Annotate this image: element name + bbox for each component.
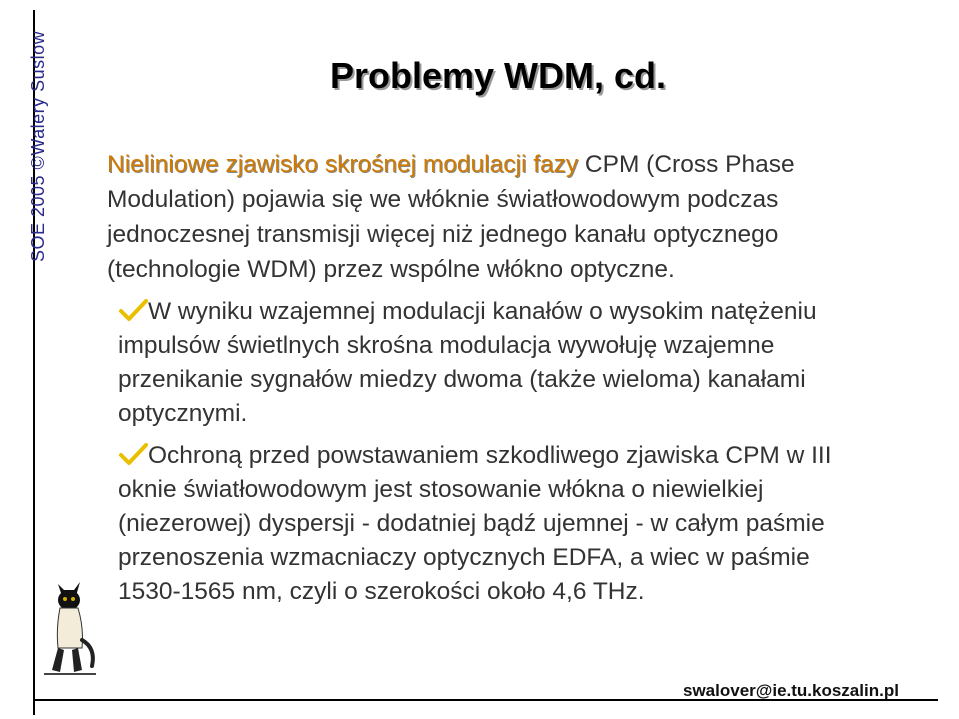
- bullet-1-line-1: W wyniku wzajemnej modulacji kanałów o wysokim natężeniu: [148, 298, 817, 325]
- intro-line-3: jednoczesnej transmisji więcej niż jednego kanału optycznego: [107, 221, 779, 248]
- intro-line-2: Modulation) pojawia się we włóknie światłowodowym podczas: [107, 186, 779, 213]
- bullet-1-line-4: optycznymi.: [118, 400, 248, 427]
- intro-highlight: Nieliniowe zjawisko skrośnej modulacji fazy: [107, 151, 579, 178]
- checkmark-icon: [118, 443, 148, 465]
- sidebar-copyright: [2, 30, 48, 262]
- bullet-2-line-1: Ochroną przed powstawaniem szkodliwego zjawiska CPM w III: [148, 442, 832, 469]
- intro-line-4: (technologie WDM) przez wspólne włókno optyczne.: [107, 256, 675, 283]
- bullet-2-line-5: 1530-1565 nm, czyli o szerokości około 4,6 THz.: [118, 578, 645, 605]
- intro-paragraph: [107, 147, 842, 287]
- bullet-2-line-3: (niezerowej) dyspersji - dodatniej bądź ujemnej - w całym paśmie: [118, 510, 825, 537]
- footer-email: swalover@ie.tu.koszalin.pl: [683, 681, 899, 700]
- bullet-item-1: [118, 295, 898, 431]
- page-title: Problemy WDM, cd.: [330, 55, 667, 96]
- intro-line-1: CPM (Cross Phase: [578, 151, 795, 178]
- checkmark-icon: [118, 299, 148, 321]
- cat-icon: [38, 578, 100, 678]
- sidebar-copyright-text: SOE 2005 ©Walery Suslow: [28, 30, 48, 262]
- bullet-1-line-2: impulsów świetlnych skrośna modulacja wywołuję wzajemne: [118, 332, 775, 359]
- bullet-1-line-3: przenikanie sygnałów miedzy dwoma (także wieloma) kanałami: [118, 366, 806, 393]
- bullet-2-line-4: przenoszenia wzmacniaczy optycznych EDFA, a wiec w paśmie: [118, 544, 810, 571]
- bullet-item-2: [118, 439, 898, 609]
- bullet-2-line-2: oknie światłowodowym jest stosowanie włókna o niewielkiej: [118, 476, 764, 503]
